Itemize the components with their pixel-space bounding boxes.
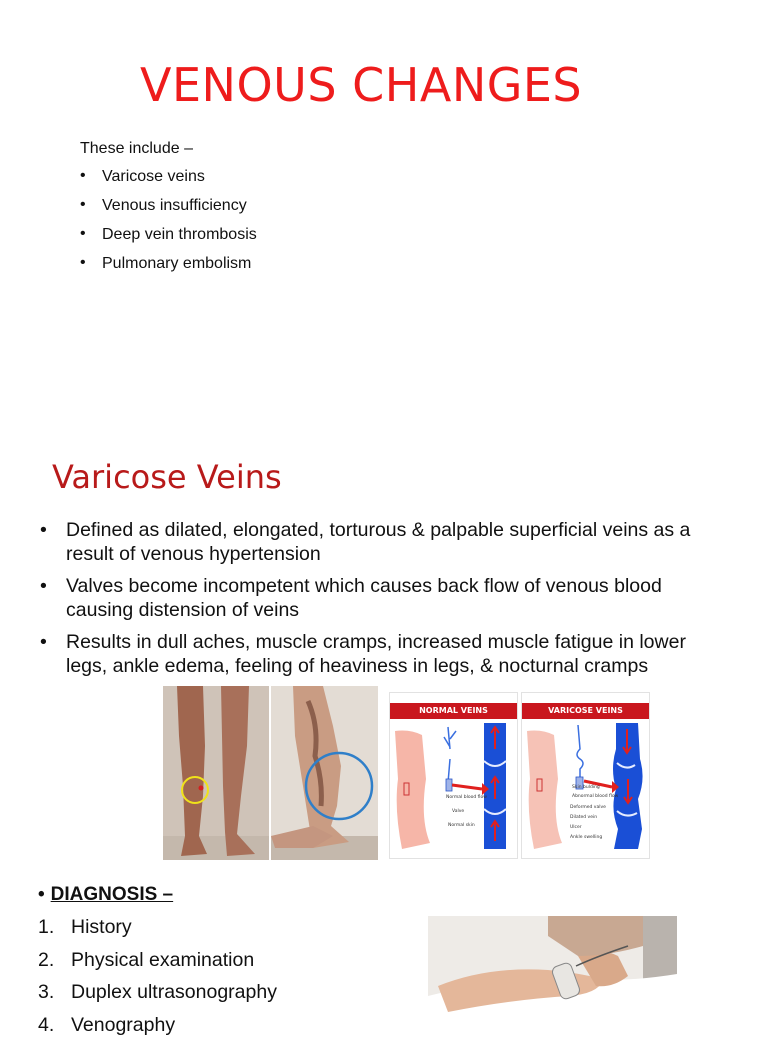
list-item — [38, 981, 277, 1014]
diagram-label: Ulcer — [570, 825, 582, 830]
section-title: Varicose Veins — [52, 458, 282, 496]
list-item: • Venous insufficiency — [80, 197, 257, 226]
diagram-label: Skin bulding — [572, 785, 600, 790]
list-item: • Pulmonary embolism — [80, 255, 257, 284]
diagram-label: Deformed valve — [570, 805, 606, 810]
item-number: 4. — [38, 1014, 54, 1037]
normal-veins-diagram — [389, 692, 518, 859]
item-text: Venography — [71, 1014, 175, 1036]
varicose-bullets — [38, 518, 718, 686]
item-text: History — [71, 916, 132, 938]
list-item: • Deep vein thrombosis — [80, 226, 257, 255]
item-text: Duplex ultrasonography — [71, 981, 277, 1003]
diagram-label: Normal skin — [448, 823, 475, 828]
diagram-label: Normal blood flow — [446, 795, 487, 800]
diagram-label: Valve — [452, 809, 464, 814]
bullet-item: • Defined as dilated, elongated, torturous & palpable superficial veins as a result of venous hypertension — [38, 518, 718, 566]
list-item — [38, 1014, 277, 1046]
item-text: Physical examination — [71, 949, 254, 971]
legs-photo — [163, 686, 378, 860]
page-title: VENOUS CHANGES — [140, 58, 582, 112]
bullet-icon: • — [38, 884, 45, 906]
conditions-list — [80, 168, 257, 284]
diagram-label: Ankle swelling — [570, 835, 602, 840]
diagram-label: Abnormal blood flow — [572, 794, 618, 799]
diagnosis-heading — [38, 884, 173, 906]
diagram-header: VARICOSE VEINS — [522, 703, 649, 719]
bullet-item: • Valves become incompetent which causes back flow of venous blood causing distension of veins — [38, 574, 718, 622]
diagnosis-heading-text: DIAGNOSIS – — [51, 884, 173, 905]
bullet-item: • Results in dull aches, muscle cramps, increased muscle fatigue in lower legs, ankle edema, feeling of heaviness in legs, & nocturnal cramps — [38, 630, 718, 678]
list-item: • Varicose veins — [80, 168, 257, 197]
diagnosis-list — [38, 916, 277, 1046]
intro-text: These include – — [80, 140, 193, 158]
item-number: 3. — [38, 981, 54, 1004]
list-item — [38, 949, 277, 982]
ultrasound-photo — [428, 916, 677, 1024]
diagram-header: NORMAL VEINS — [390, 703, 517, 719]
list-item — [38, 916, 277, 949]
varicose-veins-diagram — [521, 692, 650, 859]
item-number: 2. — [38, 949, 54, 972]
item-number: 1. — [38, 916, 54, 939]
diagram-label: Dilated vein — [570, 815, 597, 820]
